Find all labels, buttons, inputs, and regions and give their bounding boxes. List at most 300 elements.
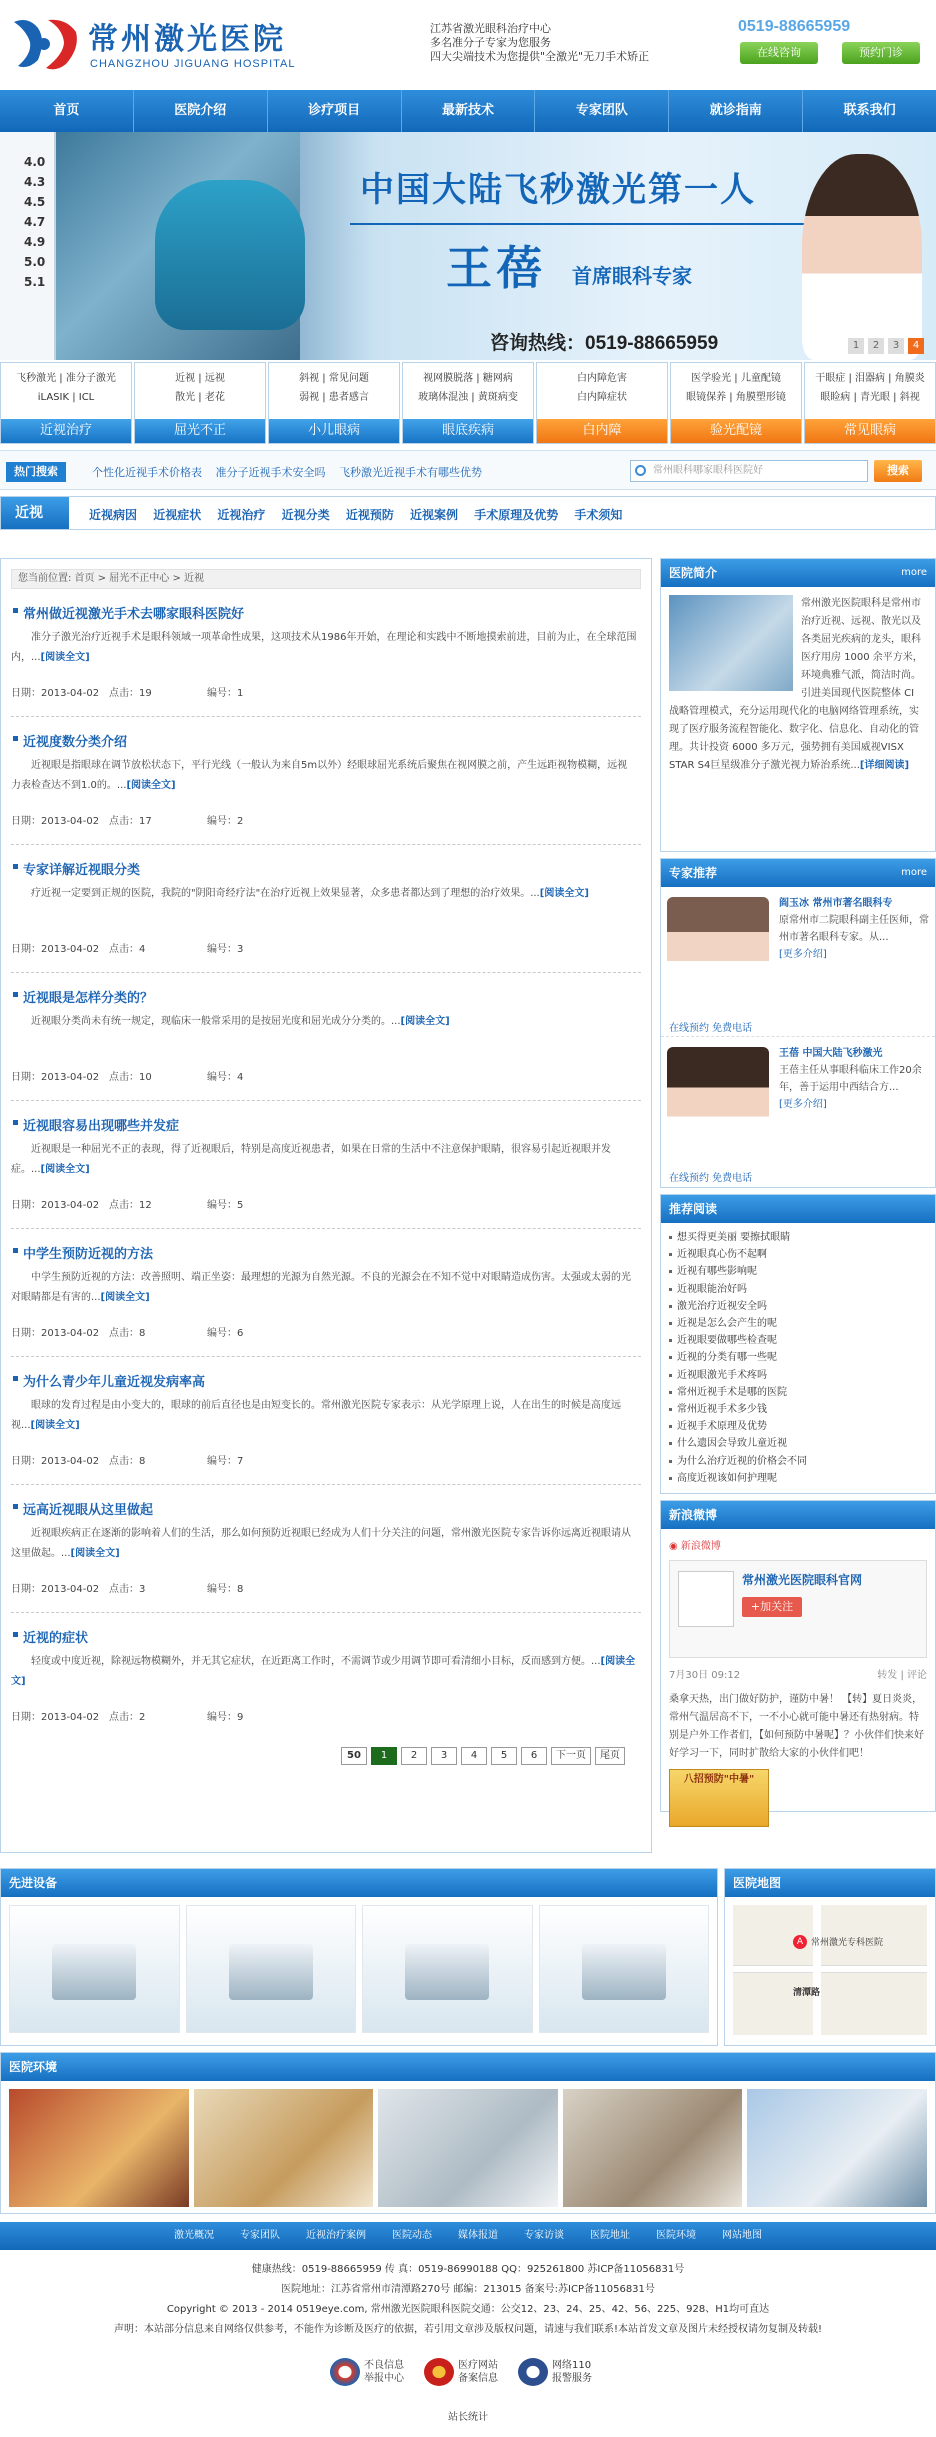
expert-name[interactable]: 阎玉冰 常州市著名眼科专 xyxy=(779,898,893,909)
vision-chart-value: 4.0 xyxy=(24,155,46,169)
footer-link[interactable]: 医院地址 xyxy=(590,2230,630,2241)
section-header xyxy=(1,2053,935,2081)
online-consult-button[interactable]: 在线咨询 xyxy=(740,42,818,64)
expert-name[interactable]: 王蓓 中国大陆飞秒激光 xyxy=(779,1048,883,1059)
reading-item[interactable]: 近视眼激光手术疼吗 xyxy=(669,1367,927,1384)
article-summary xyxy=(11,884,641,926)
article-item xyxy=(11,973,641,1101)
logo-title[interactable]: 常州激光医院 xyxy=(88,22,286,57)
footer-link[interactable]: 近视治疗案例 xyxy=(306,2230,366,2241)
banner-pagination xyxy=(848,338,924,354)
article-meta xyxy=(11,812,641,827)
category-title[interactable]: 白内障 xyxy=(537,419,667,443)
article-date: 日期：2013-04-02 xyxy=(11,1456,100,1467)
reading-item[interactable]: 近视是怎么会产生的呢 xyxy=(669,1315,927,1332)
article-summary xyxy=(11,1012,641,1054)
article-title[interactable]: 近视的症状 xyxy=(11,1627,641,1646)
category-link[interactable]: 角膜塑形镜 xyxy=(735,392,786,403)
category-link[interactable]: 玻璃体混浊 xyxy=(418,392,469,403)
nav-item-technology[interactable]: 最新技术 xyxy=(402,90,536,132)
category-title[interactable]: 近视治疗 xyxy=(1,419,131,443)
experts-box xyxy=(660,858,936,1188)
read-more-link[interactable]: [阅读全文] xyxy=(100,1292,150,1303)
article-item xyxy=(11,1485,641,1613)
article-title[interactable]: 中学生预防近视的方法 xyxy=(11,1243,641,1262)
category-link[interactable]: 眼镜保养 xyxy=(686,392,727,403)
reading-item[interactable]: 近视眼要做哪些检查呢 xyxy=(669,1332,927,1349)
page-current[interactable]: 1 xyxy=(371,1747,397,1765)
category-link[interactable]: 泪器病 xyxy=(855,373,885,384)
report-center-icon xyxy=(330,2358,360,2386)
category-link[interactable]: iLASIK xyxy=(37,392,70,403)
hero-banner[interactable] xyxy=(0,132,936,360)
footer-contact-line: 健康热线：0519-88665959 传 真：0519-86990188 QQ：925261800 苏ICP备11056831号 xyxy=(251,2264,685,2275)
article-summary-text: 近视眼是一种屈光不正的表现，得了近视眼后，特别是高度近视患者，如果在日常的生活中不注意保护眼睛，很容易引起近视眼并发症。... xyxy=(11,1144,611,1175)
footer-address-line: 医院地址：江苏省常州市清潭路270号 邮编：213015 备案号:苏ICP备11056831号 xyxy=(281,2284,655,2295)
footer-badges xyxy=(330,2358,592,2386)
article-item xyxy=(11,717,641,845)
subnav-link[interactable]: 近视预防 xyxy=(345,508,394,522)
read-more-link[interactable]: [阅读全文] xyxy=(40,1164,90,1175)
search-icon xyxy=(635,465,646,476)
read-more-link[interactable]: [阅读全文] xyxy=(40,652,90,663)
article-meta xyxy=(11,1452,641,1467)
next-page-button[interactable]: 下一页 xyxy=(551,1747,591,1765)
footer-link[interactable]: 医院动态 xyxy=(392,2230,432,2241)
sidebar xyxy=(660,558,936,1818)
subnav-link[interactable]: 近视案例 xyxy=(410,508,459,522)
expert-info xyxy=(779,895,929,963)
article-hits: 点击：4 xyxy=(109,944,146,955)
article-summary xyxy=(11,628,641,670)
more-link[interactable]: more xyxy=(901,867,927,878)
weibo-post-image[interactable]: 八招预防"中暑" xyxy=(669,1769,769,1827)
article-id: 编号：8 xyxy=(207,1584,244,1595)
weibo-post-text: 桑拿天热，出门做好防护，谨防中暑！ 【转】夏日炎炎，常州气温居高不下，一不小心就可能中暑还有热射病。特别是户外工作者们，【如何预防中暑呢】？小伙伴们快来好好学习一下，同时扩散给大家的小伙伴们吧！ xyxy=(669,1694,924,1760)
hot-search-links xyxy=(92,464,492,480)
reading-list xyxy=(661,1223,935,1493)
medical-record-badge[interactable] xyxy=(424,2358,498,2386)
article-meta xyxy=(11,940,641,955)
page-link[interactable]: 4 xyxy=(461,1747,487,1765)
reading-item[interactable]: 常州近视手术是哪的医院 xyxy=(669,1384,927,1401)
article-summary xyxy=(11,1140,641,1182)
map-pin-icon[interactable]: A xyxy=(793,1935,807,1949)
box-title: 专家推荐 xyxy=(669,866,718,880)
article-summary-text: 近视眼分类尚未有统一规定，现临床一般常采用的是按屈光度和屈光成分分类的。... xyxy=(31,1016,401,1027)
category-link[interactable]: 常见问题 xyxy=(328,373,369,384)
nav-item-home[interactable]: 首页 xyxy=(0,90,134,132)
article-title[interactable]: 常州做近视激光手术去哪家眼科医院好 xyxy=(11,603,641,622)
article-list-panel xyxy=(0,558,652,1853)
read-more-link[interactable]: [阅读全文] xyxy=(126,780,176,791)
article-item xyxy=(11,1101,641,1229)
more-link[interactable]: more xyxy=(901,567,927,578)
footer-disclaimer-line: 声明：本站部分信息来自网络仅供参考，不能作为诊断及医疗的依据，若引用文章涉及版权问题，请速与我们联系!本站首发文章及图片未经授权请勿复制及转载! xyxy=(113,2324,823,2335)
equipment-image[interactable] xyxy=(186,1905,357,2033)
search-input[interactable]: 常州眼科哪家眼科医院好 xyxy=(630,460,868,482)
equipment-section xyxy=(0,1868,718,2046)
nav-item-contact[interactable]: 联系我们 xyxy=(843,103,896,118)
read-more-link[interactable]: [阅读全文] xyxy=(11,1656,636,1687)
article-meta xyxy=(11,1580,641,1595)
reading-item[interactable]: 近视的分类有哪一些呢 xyxy=(669,1349,927,1366)
article-date: 日期：2013-04-02 xyxy=(11,688,100,699)
article-summary xyxy=(11,756,641,798)
category-title[interactable]: 常见眼病 xyxy=(805,419,935,443)
article-date: 日期：2013-04-02 xyxy=(11,1328,100,1339)
expert-desc: 原常州市二院眼科副主任医师，常州市著名眼科专家。从... xyxy=(779,915,929,943)
vision-chart-value: 4.7 xyxy=(24,215,46,229)
category-link[interactable]: 准分子激光 xyxy=(65,373,116,384)
weibo-logo xyxy=(669,1537,927,1552)
subnav-link[interactable]: 手术原理及优势 xyxy=(474,508,559,522)
banner-doctor-role: 首席眼科专家 xyxy=(572,264,692,288)
category-links xyxy=(537,363,667,419)
equipment-gallery xyxy=(1,1897,717,2041)
banner-doctor-portrait xyxy=(802,154,922,360)
section-header xyxy=(1,1869,717,1897)
article-summary-text: 准分子激光治疗近视手术是眼科领域一项革命性成果，这项技术从1986年开始，在理论和实践中不断地摸索前进，目前为止，在全球范围内，... xyxy=(11,632,637,663)
expert-more-link[interactable]: [更多介绍] xyxy=(779,1099,827,1110)
category-grid xyxy=(0,362,936,444)
article-title[interactable]: 为什么青少年儿童近视发病率高 xyxy=(11,1371,641,1390)
category-link[interactable]: 白内障症状 xyxy=(577,392,627,403)
article-date: 日期：2013-04-02 xyxy=(11,944,100,955)
hospital-logo-icon[interactable] xyxy=(8,14,82,74)
page-link[interactable]: 2 xyxy=(401,1747,427,1765)
box-title: 医院简介 xyxy=(669,566,718,580)
article-summary-text: 近视眼疾病正在逐渐的影响着人们的生活，那么如何预防近视眼已经成为人们十分关注的问题，常州激光医院专家告诉你远离近视眼请从这里做起。... xyxy=(11,1528,631,1559)
vision-chart-value: 5.1 xyxy=(24,275,46,289)
category-links: 斜视 | 常见问题 弱视 | 患者感言 xyxy=(299,373,369,403)
expert-actions[interactable]: 在线预约 免费电话 xyxy=(669,1023,753,1034)
box-header xyxy=(661,1195,935,1223)
article-summary xyxy=(11,1524,641,1566)
page-link[interactable]: 6 xyxy=(521,1747,547,1765)
category-link[interactable]: 儿童配镜 xyxy=(740,373,781,384)
category-link[interactable]: 白内障危害 xyxy=(577,373,627,384)
article-title[interactable]: 近视度数分类介绍 xyxy=(11,731,641,750)
footer-nav xyxy=(0,2222,936,2250)
article-title[interactable]: 近视眼容易出现哪些并发症 xyxy=(11,1115,641,1134)
subnav-link[interactable]: 近视分类 xyxy=(281,508,330,522)
pagination xyxy=(341,1747,625,1765)
intro-text: 常州激光医院眼科是常州市治疗近视、远视、散光以及各类屈光疾病的龙头，眼科医疗用房 1000 余平方米，环境典雅气派，简洁时尚。引进美国现代医院整体 CI 战略管理模式，充分运用现代化的电脑网络管理系统，实现了医疗服务流程智能化、数字化、信息化、自动化的管理。共计投资 6000 多万元，强势拥有美国威视VISX STAR S4巨星级准分子激光视力矫治系统... xyxy=(669,598,923,771)
category-link[interactable]: 弱视 xyxy=(299,392,320,403)
subnav-link[interactable]: 近视治疗 xyxy=(217,508,266,522)
hospital-building-image xyxy=(669,595,793,691)
article-meta xyxy=(11,1068,641,1083)
weibo-post-date: 7月30日 09:12 xyxy=(669,1670,741,1682)
category-link[interactable]: 近视 xyxy=(175,373,196,384)
category-link[interactable]: 斜视 xyxy=(899,392,920,403)
subnav-link[interactable]: 手术须知 xyxy=(574,508,623,522)
page-link[interactable]: 3 xyxy=(431,1747,457,1765)
article-item xyxy=(11,1357,641,1485)
banner-divider xyxy=(350,223,820,225)
banner-dot[interactable]: 2 xyxy=(868,338,884,354)
nav-item-about[interactable]: 医院介绍 xyxy=(134,90,268,132)
subnav-links xyxy=(89,506,634,523)
article-summary-text: 眼球的发育过程是由小变大的，眼球的前后直径也是由短变长的。常州激光医院专家表示：从光学原理上说，人在出生的时候是高度远视... xyxy=(11,1400,621,1431)
category-links: 近视 | 远视 散光 | 老花 xyxy=(175,373,225,403)
hot-search-tag: 热门搜索 xyxy=(6,462,66,482)
hot-search-link[interactable]: 飞秒激光近视手术有哪些优势 xyxy=(339,466,482,479)
article-item xyxy=(11,1229,641,1357)
article-date: 日期：2013-04-02 xyxy=(11,1712,100,1723)
recommended-reading-box xyxy=(660,1194,936,1494)
category-fundus xyxy=(402,362,534,444)
last-page-button[interactable]: 尾页 xyxy=(595,1747,625,1765)
weibo-eye-icon: ◉ xyxy=(669,1541,681,1553)
banner-hotline: 咨询热线：0519-88665959 xyxy=(490,333,719,354)
article-id: 编号：3 xyxy=(207,944,244,955)
main-nav xyxy=(0,90,936,132)
nav-item-guide[interactable]: 就诊指南 xyxy=(669,90,803,132)
weibo-account-name[interactable]: 常州激光医院眼科官网 xyxy=(742,1573,863,1588)
banner-dot[interactable]: 3 xyxy=(888,338,904,354)
category-common-eye xyxy=(804,362,936,444)
weibo-avatar[interactable] xyxy=(678,1571,734,1627)
article-summary xyxy=(11,1396,641,1438)
weibo-widget xyxy=(661,1529,935,1811)
reading-item[interactable]: 近视有哪些影响呢 xyxy=(669,1263,927,1280)
weibo-post-actions[interactable]: 转发 | 评论 xyxy=(877,1670,927,1682)
environment-image[interactable] xyxy=(563,2089,743,2207)
vision-chart-value: 5.0 xyxy=(24,255,46,269)
category-link[interactable]: 斜视 xyxy=(299,373,320,384)
article-meta xyxy=(11,684,641,699)
banner-surgeon-figure xyxy=(155,180,305,330)
article-item xyxy=(11,1613,641,1741)
hospital-intro-box xyxy=(660,558,936,852)
footer-link[interactable]: 专家访谈 xyxy=(524,2230,564,2241)
article-summary-text: 近视眼是指眼球在调节放松状态下，平行光线（一般认为来自5m以外）经眼球屈光系统后聚焦在视网膜之前，产生远距视物模糊，远视力表检查达不到1.0的。... xyxy=(11,760,628,791)
category-link[interactable]: 散光 xyxy=(175,392,196,403)
expert-photo[interactable] xyxy=(667,897,769,1013)
category-title[interactable]: 眼底疾病 xyxy=(403,419,533,443)
expert-more-link[interactable]: [更多介绍] xyxy=(779,949,827,960)
category-link[interactable]: 远视 xyxy=(204,373,225,384)
nav-item-services[interactable]: 诊疗项目 xyxy=(268,90,402,132)
hospital-map-section xyxy=(724,1868,936,2046)
category-title[interactable]: 屈光不正 xyxy=(135,419,265,443)
article-title[interactable]: 远高近视眼从这里做起 xyxy=(11,1499,641,1518)
equipment-image[interactable] xyxy=(9,1905,180,2033)
expert-actions[interactable]: 在线预约 免费电话 xyxy=(669,1173,753,1184)
article-id: 编号：1 xyxy=(207,688,244,699)
category-link[interactable]: 眼睑病 xyxy=(820,392,851,403)
category-links: 干眼症 | 泪器病 | 角膜炎 眼睑病 | 青光眼 | 斜视 xyxy=(815,373,925,403)
article-summary-text: 中学生预防近视的方法：改善照明、端正坐姿：最理想的光源为自然光源。不良的光源会在不知不觉中对眼睛造成伤害。太强或太弱的光对眼睛都是有害的... xyxy=(11,1272,631,1303)
article-hits: 点击：17 xyxy=(109,816,152,827)
article-title[interactable]: 近视眼是怎样分类的？ xyxy=(11,987,641,1006)
equipment-image[interactable] xyxy=(539,1905,710,2033)
map-road-label: 清潭路 xyxy=(793,1988,821,1998)
category-cataract xyxy=(536,362,668,444)
slogan-line: 多名准分子专家为您服务 xyxy=(430,36,551,49)
category-link[interactable]: 患者感言 xyxy=(328,392,369,403)
header xyxy=(0,0,936,90)
weibo-follow-button[interactable]: +加关注 xyxy=(742,1597,802,1617)
category-links: 视网膜脱落 | 糖网病 玻璃体混浊 | 黄斑病变 xyxy=(418,373,518,403)
nav-item-experts[interactable]: 专家团队 xyxy=(535,90,669,132)
vision-chart-value: 4.9 xyxy=(24,235,46,249)
read-detail-link[interactable]: [详细阅读] xyxy=(859,760,910,771)
article-hits: 点击：3 xyxy=(109,1584,146,1595)
expert-card xyxy=(661,887,935,1037)
article-hits: 点击：2 xyxy=(109,1712,146,1723)
reading-item[interactable]: 为什么治疗近视的价格会不同 xyxy=(669,1453,927,1470)
footer-link[interactable]: 激光概况 xyxy=(174,2230,214,2241)
banner-dot[interactable]: 1 xyxy=(848,338,864,354)
reading-item[interactable]: 近视手术原理及优势 xyxy=(669,1418,927,1435)
environment-image[interactable] xyxy=(194,2089,374,2207)
article-id: 编号：7 xyxy=(207,1456,244,1467)
environment-image[interactable] xyxy=(747,2089,927,2207)
reading-item[interactable]: 近视眼真心伤不起啊 xyxy=(669,1246,927,1263)
vision-chart-value: 4.3 xyxy=(24,175,46,189)
article-id: 编号：6 xyxy=(207,1328,244,1339)
article-hits: 点击：19 xyxy=(109,688,152,699)
reading-item[interactable]: 常州近视手术多少钱 xyxy=(669,1401,927,1418)
footer-link[interactable]: 医院环境 xyxy=(656,2230,696,2241)
reading-item[interactable]: 高度近视该如何护理呢 xyxy=(669,1470,927,1487)
article-date: 日期：2013-04-02 xyxy=(11,1584,100,1595)
article-id: 编号：2 xyxy=(207,816,244,827)
category-link[interactable]: 飞秒激光 xyxy=(16,373,57,384)
expert-info xyxy=(779,1045,929,1113)
article-item xyxy=(11,845,641,973)
footer-info xyxy=(0,2260,936,2340)
map-road xyxy=(813,1905,821,2035)
box-title: 新浪微博 xyxy=(669,1508,718,1523)
hot-search-link[interactable]: 个性化近视手术价格表 xyxy=(92,466,202,479)
section-header xyxy=(725,1869,935,1897)
site-statistics-link[interactable]: 站长统计 xyxy=(448,2412,488,2423)
box-header xyxy=(661,859,935,887)
map-label: 常州激光专科医院 xyxy=(811,1938,884,1948)
reading-item[interactable]: 想买得更美丽 要擦拭眼睛 xyxy=(669,1229,927,1246)
category-link[interactable]: 医学验光 xyxy=(691,373,732,384)
report-center-badge[interactable] xyxy=(330,2358,404,2386)
category-title[interactable]: 小儿眼病 xyxy=(269,419,399,443)
article-title[interactable]: 专家详解近视眼分类 xyxy=(11,859,641,878)
subnav-link[interactable]: 近视病因 xyxy=(89,508,138,522)
footer-copyright-line: Copyright © 2013 - 2014 0519eye.com, 常州激光医院眼科医院交通：公交12、23、24、25、42、56、225、928、H1均可直达 xyxy=(166,2304,770,2315)
hospital-map[interactable] xyxy=(733,1905,927,2035)
article-hits: 点击：10 xyxy=(109,1072,152,1083)
banner-doctor-name: 王蓓 xyxy=(446,241,546,295)
equipment-image[interactable] xyxy=(362,1905,533,2033)
category-myopia-treatment xyxy=(0,362,132,444)
category-link[interactable]: 黄斑病变 xyxy=(477,392,518,403)
category-link[interactable]: 角膜炎 xyxy=(894,373,925,384)
hot-search-link[interactable]: 准分子近视手术安全吗 xyxy=(215,466,326,479)
article-summary-text: 轻度或中度近视，除视远物模糊外，并无其它症状，在近距离工作时，不需调节或少用调节即可看清细小目标，反而感到方便。... xyxy=(31,1656,601,1667)
article-id: 编号：4 xyxy=(207,1072,244,1083)
vision-chart xyxy=(0,132,56,360)
category-title[interactable]: 验光配镜 xyxy=(671,419,801,443)
map-road xyxy=(733,1965,927,1973)
reading-item[interactable]: 激光治疗近视安全吗 xyxy=(669,1298,927,1315)
header-phone: 0519-88665959 xyxy=(738,18,851,35)
reading-item[interactable]: 什么遗因会导致儿童近视 xyxy=(669,1435,927,1452)
banner-dot-active[interactable]: 4 xyxy=(908,338,924,354)
category-link[interactable]: 干眼症 xyxy=(815,373,846,384)
article-summary xyxy=(11,1652,641,1694)
category-links: 飞秒激光 | 准分子激光 iLASIK | ICL xyxy=(16,373,116,403)
environment-image[interactable] xyxy=(9,2089,189,2207)
page-link[interactable]: 5 xyxy=(491,1747,517,1765)
article-hits: 点击：12 xyxy=(109,1200,152,1211)
badge-label: 医疗网站 备案信息 xyxy=(458,2360,498,2384)
appointment-button[interactable]: 预约门诊 xyxy=(842,42,920,64)
environment-gallery xyxy=(1,2081,935,2215)
expert-photo[interactable] xyxy=(667,1047,769,1163)
badge-label: 不良信息 举报中心 xyxy=(364,2360,404,2384)
breadcrumb: 您当前位置: 首页 > 屈光不正中心 > 近视 xyxy=(11,569,641,589)
category-link[interactable]: 视网膜脱落 xyxy=(423,373,474,384)
category-link[interactable]: 老花 xyxy=(204,392,225,403)
read-more-link[interactable]: [阅读全文] xyxy=(539,888,589,899)
vision-chart-value: 4.5 xyxy=(24,195,46,209)
article-date: 日期：2013-04-02 xyxy=(11,816,100,827)
banner-headline: 中国大陆飞秒激光第一人 xyxy=(360,170,756,210)
article-summary-text: 疗近视一定要到正规的医院，我院的"阴阳奇经疗法"在治疗近视上效果显著，众多患者都达到了理想的治疗效果。... xyxy=(31,888,540,899)
environment-image[interactable] xyxy=(378,2089,558,2207)
article-id: 编号：9 xyxy=(207,1712,244,1723)
category-refractive xyxy=(134,362,266,444)
section-title: 医院地图 xyxy=(733,1876,782,1890)
read-more-link[interactable]: [阅读全文] xyxy=(400,1016,450,1027)
slogan-line: 四大尖端技术为您提供"全激光"无刀手术矫正 xyxy=(430,50,650,63)
category-link[interactable]: 青光眼 xyxy=(860,392,890,403)
expert-desc: 王蓓主任从事眼科临床工作20余年，善于运用中西结合方... xyxy=(779,1065,922,1093)
read-more-link[interactable]: [阅读全文] xyxy=(70,1548,120,1559)
footer-link[interactable]: 媒体报道 xyxy=(458,2230,498,2241)
police-110-badge[interactable] xyxy=(518,2358,592,2386)
header-slogan xyxy=(430,22,649,64)
subnav-link[interactable]: 近视症状 xyxy=(153,508,202,522)
badge-label: 网络110 报警服务 xyxy=(552,2360,592,2384)
section-subnav xyxy=(0,496,936,530)
weibo-box xyxy=(660,1500,936,1812)
article-meta xyxy=(11,1324,641,1339)
read-more-link[interactable]: [阅读全文] xyxy=(30,1420,80,1431)
footer-link[interactable]: 网站地图 xyxy=(722,2230,762,2241)
article-hits: 点击：8 xyxy=(109,1456,146,1467)
article-item xyxy=(11,589,641,717)
section-title: 近视 xyxy=(1,497,69,529)
article-meta xyxy=(11,1708,641,1723)
logo-subtitle: CHANGZHOU JIGUANG HOSPITAL xyxy=(90,58,296,70)
article-date: 日期：2013-04-02 xyxy=(11,1072,100,1083)
category-link[interactable]: ICL xyxy=(78,392,95,403)
hot-search-bar xyxy=(0,450,936,490)
category-pediatric xyxy=(268,362,400,444)
category-optometry xyxy=(670,362,802,444)
footer-link[interactable]: 专家团队 xyxy=(240,2230,280,2241)
weibo-account-card xyxy=(669,1560,927,1658)
article-summary xyxy=(11,1268,641,1310)
environment-section xyxy=(0,2052,936,2214)
search-button[interactable]: 搜索 xyxy=(874,460,922,482)
medical-record-icon xyxy=(424,2358,454,2386)
category-link[interactable]: 糖网病 xyxy=(482,373,513,384)
reading-item[interactable]: 近视眼能治好吗 xyxy=(669,1281,927,1298)
